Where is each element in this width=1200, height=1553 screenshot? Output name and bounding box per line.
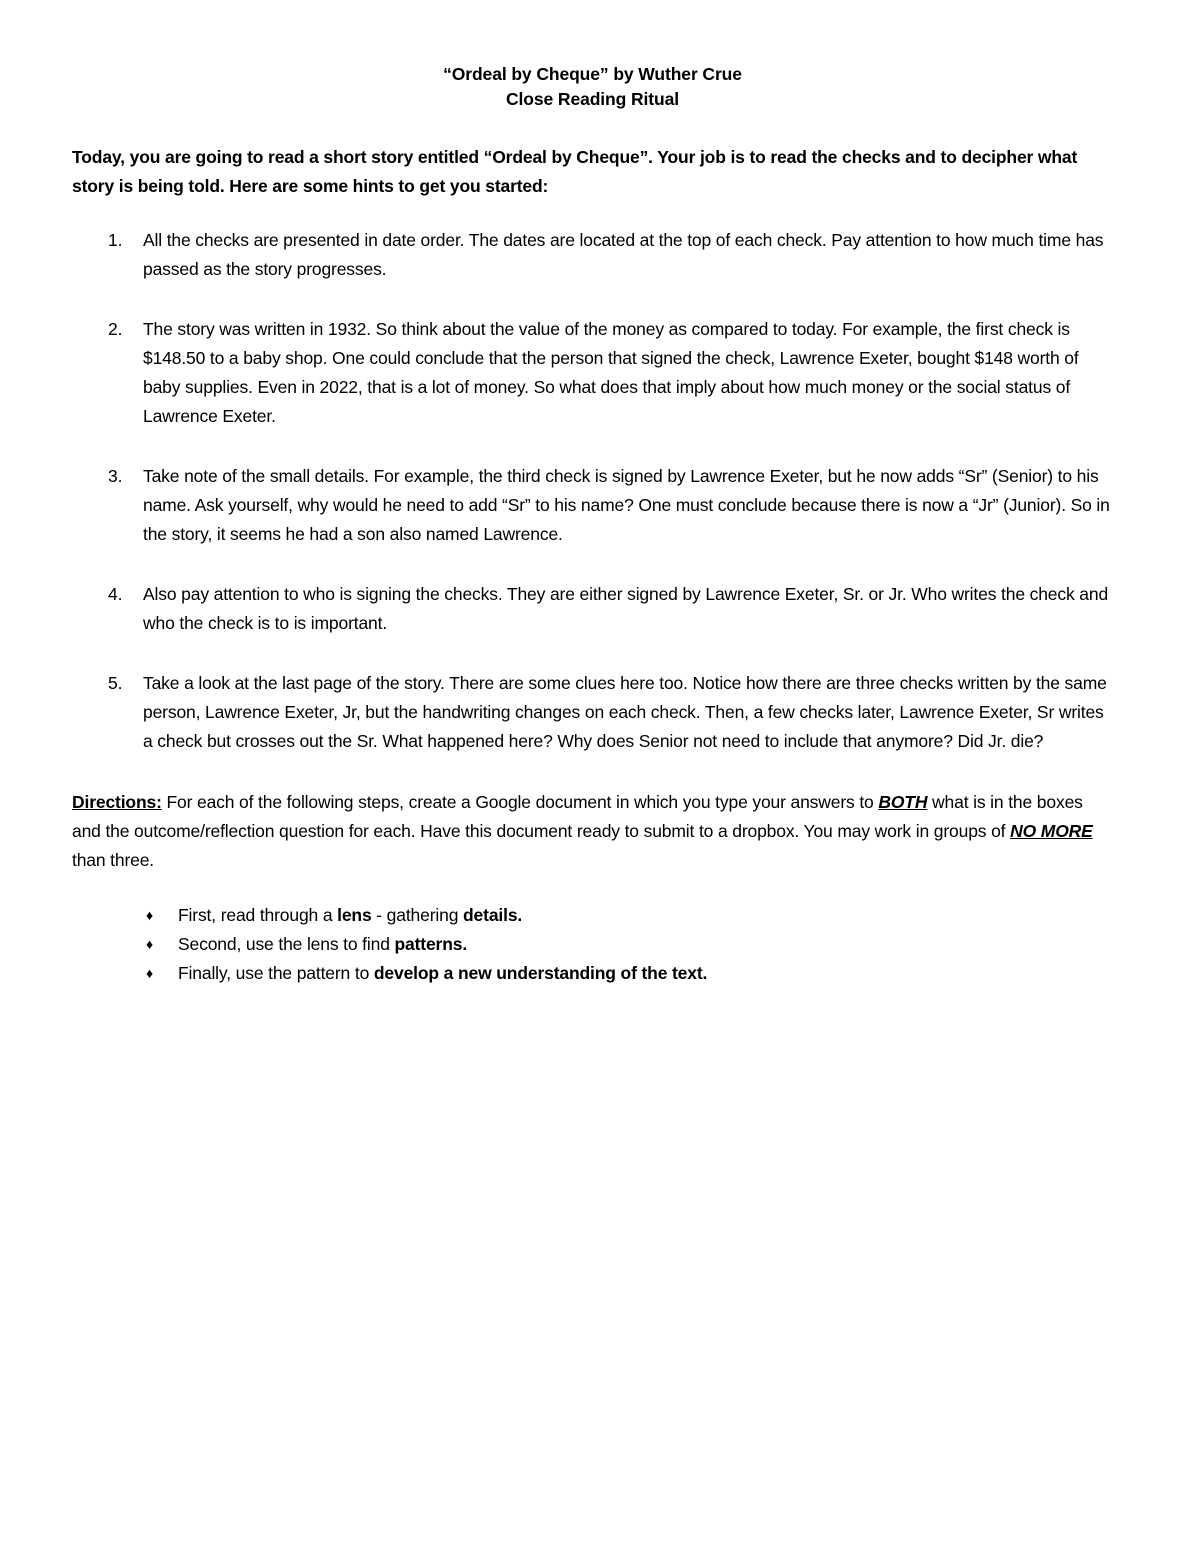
step-text: First, read through a bbox=[178, 905, 338, 925]
directions-text-1: For each of the following steps, create a Google document in which you type your answers to bbox=[161, 792, 879, 812]
steps-list bbox=[72, 901, 1113, 987]
list-item bbox=[72, 901, 1113, 929]
list-item bbox=[72, 959, 1113, 987]
step-bold-2: details. bbox=[463, 905, 523, 925]
bullet-icon: ♦ bbox=[146, 936, 153, 952]
hints-list bbox=[72, 226, 1113, 756]
directions-text-3: than three. bbox=[72, 850, 155, 870]
step-text: Second, use the lens to find bbox=[178, 934, 395, 954]
list-item: Take a look at the last page of the story. There are some clues here too. Notice how there are three checks written by the same person, Lawrence Exeter, Jr, but the handwriting changes on each check. Then, a few checks later, Lawrence Exeter, Sr writes a check but crosses out the Sr. What happened here? Why does Senior not need to include that anymore? Did Jr. die? bbox=[143, 673, 1107, 751]
step-bold-1: lens bbox=[337, 905, 372, 925]
directions-emphasis-no-more: NO MORE bbox=[1010, 821, 1093, 841]
bullet-icon: ♦ bbox=[146, 907, 153, 923]
step-text: Finally, use the pattern to bbox=[178, 963, 374, 983]
title-line-1: “Ordeal by Cheque” by Wuther Crue bbox=[443, 64, 742, 84]
list-item: The story was written in 1932. So think about the value of the money as compared to today. For example, the first check is $148.50 to a baby shop. One could conclude that the person that signed the check, Lawrence Exeter, bought $148 worth of baby supplies. Even in 2022, that is a lot of money. So what does that imply about how much money or the social status of Lawrence Exeter. bbox=[143, 319, 1079, 426]
directions-emphasis-both: BOTH bbox=[878, 792, 928, 812]
directions-label: Directions: bbox=[72, 792, 162, 812]
intro-paragraph: Today, you are going to read a short story entitled “Ordeal by Cheque”. Your job is to read the checks and to decipher what story is being told. Here are some hints to get you started: bbox=[72, 147, 1078, 196]
list-item: Take note of the small details. For example, the third check is signed by Lawrence Exeter, but he now adds “Sr” (Senior) to his name. Ask yourself, why would he need to add “Sr” to his name? One must conclude because there is now a “Jr” (Junior). So in the story, it seems he had a son also named Lawrence. bbox=[143, 466, 1110, 544]
title-line-2: Close Reading Ritual bbox=[505, 89, 680, 109]
step-bold-1: develop a new understanding of the text. bbox=[373, 963, 708, 983]
list-item bbox=[72, 930, 1113, 958]
list-item: Also pay attention to who is signing the checks. They are either signed by Lawrence Exeter, Sr. or Jr. Who writes the check and who the check is to is important. bbox=[143, 584, 1109, 633]
list-item: All the checks are presented in date order. The dates are located at the top of each check. Pay attention to how much time has passed as the story progresses. bbox=[143, 230, 1104, 279]
bullet-icon: ♦ bbox=[146, 965, 153, 981]
step-bold-1: patterns. bbox=[394, 934, 468, 954]
directions-text-2: what is in the boxes and the outcome/reflection question for each. Have this document ready to submit to a dropbox. You may work in groups of bbox=[72, 792, 1083, 841]
page-title bbox=[72, 62, 1113, 112]
step-text-2: - gathering bbox=[371, 905, 464, 925]
directions-paragraph bbox=[72, 788, 1113, 875]
